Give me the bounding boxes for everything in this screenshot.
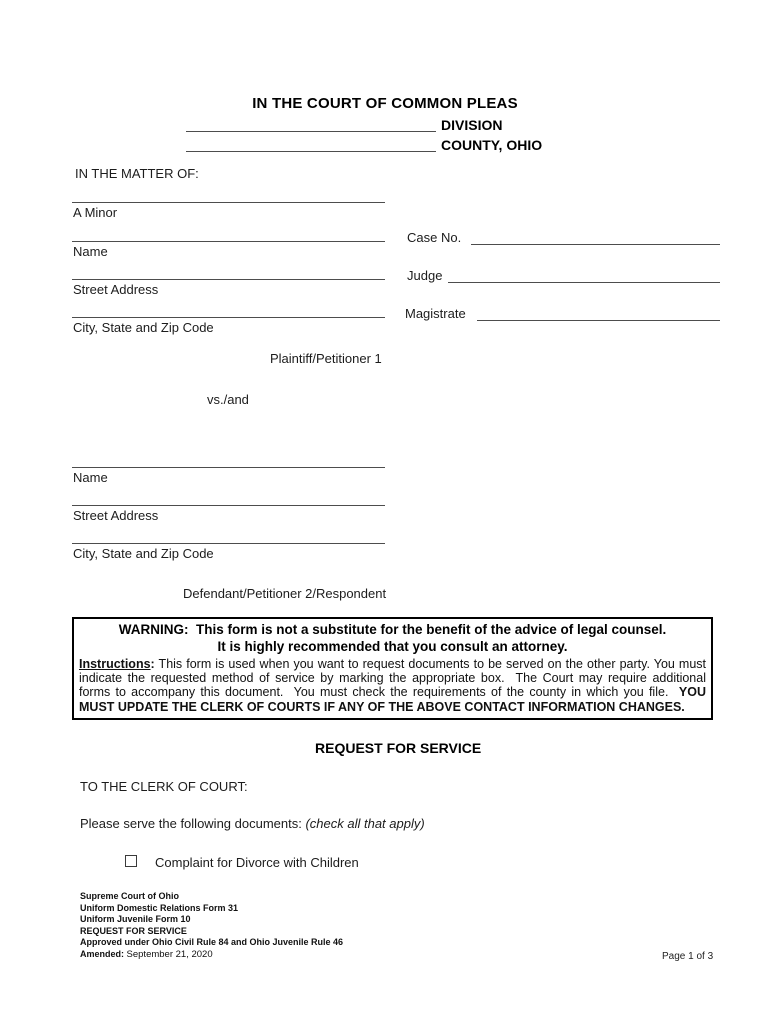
case-no-label: Case No. (407, 230, 462, 245)
defendant-name-label: Name (73, 470, 108, 485)
divorce-children-checkbox[interactable] (125, 855, 137, 867)
warning-line-1: WARNING: This form is not a substitute for the benefit of the advice of legal counsel. (118, 622, 667, 637)
footer-amended-line (80, 949, 500, 961)
division-label: DIVISION (441, 117, 503, 133)
plaintiff-city-label: City, State and Zip Code (73, 320, 214, 335)
magistrate-field[interactable] (477, 320, 720, 321)
to-clerk-heading: TO THE CLERK OF COURT: (80, 779, 248, 794)
page-indicator: Page 1 of 3 (662, 951, 714, 962)
instructions-label: Instructions (79, 657, 151, 671)
divorce-children-checkbox-label: Complaint for Divorce with Children (155, 855, 359, 870)
instructions-emphasis: YOU MUST UPDATE THE CLERK OF COURTS IF ANY OF THE ABOVE CONTACT INFORMATION CHANGES. (79, 685, 710, 714)
footer-line: Supreme Court of Ohio (80, 891, 179, 901)
plaintiff-name-field[interactable] (72, 241, 385, 242)
county-label: COUNTY, OHIO (441, 137, 543, 153)
defendant-name-field[interactable] (72, 467, 385, 468)
footer-amended-label: Amended: (80, 948, 125, 959)
versus-label: vs./and (207, 392, 249, 407)
serve-intro-italic: (check all that apply) (305, 816, 425, 831)
plaintiff-name-label: Name (73, 244, 108, 259)
warning-line-2: It is highly recommended that you consult an attorney. (217, 639, 568, 654)
instructions-body: This form is used when you want to request documents to be served on the other party. You must indicate the requested method of service by marking the appropriate box. The Court may require additional forms to accompany this document. You must check the requirements of the county in which you file. (79, 657, 710, 700)
judge-field[interactable] (448, 282, 720, 283)
county-blank-field[interactable] (186, 151, 436, 152)
matter-heading: IN THE MATTER OF: (75, 166, 199, 181)
plaintiff-city-field[interactable] (72, 317, 385, 318)
footer-line: Uniform Juvenile Form 10 (80, 914, 191, 925)
defendant-street-field[interactable] (72, 505, 385, 506)
division-blank-field[interactable] (186, 131, 436, 132)
case-no-field[interactable] (471, 244, 720, 245)
minor-name-field[interactable] (72, 202, 385, 203)
form-footer (80, 891, 500, 961)
defendant-city-field[interactable] (72, 543, 385, 544)
defendant-street-label: Street Address (73, 508, 159, 523)
instructions-box (72, 655, 713, 720)
warning-box (72, 617, 713, 660)
judge-label: Judge (407, 268, 443, 283)
footer-amended-date: September 21, 2020 (126, 948, 213, 960)
defendant-caption: Defendant/Petitioner 2/Respondent (183, 586, 387, 601)
minor-label: A Minor (73, 205, 118, 220)
serve-intro-text: Please serve the following documents: (80, 816, 306, 831)
footer-line: Uniform Domestic Relations Form 31 (80, 902, 239, 913)
footer-line: REQUEST FOR SERVICE (80, 925, 187, 936)
magistrate-label: Magistrate (405, 306, 466, 321)
instructions-colon: : (150, 657, 155, 671)
serve-intro-row (80, 817, 425, 831)
court-title: IN THE COURT OF COMMON PLEAS (252, 95, 518, 112)
request-section-title: REQUEST FOR SERVICE (315, 740, 482, 756)
plaintiff-caption: Plaintiff/Petitioner 1 (270, 351, 382, 366)
footer-line: Approved under Ohio Civil Rule 84 and Ohio Juvenile Rule 46 (80, 937, 344, 948)
plaintiff-street-field[interactable] (72, 279, 385, 280)
plaintiff-street-label: Street Address (73, 282, 159, 297)
defendant-city-label: City, State and Zip Code (73, 546, 214, 561)
